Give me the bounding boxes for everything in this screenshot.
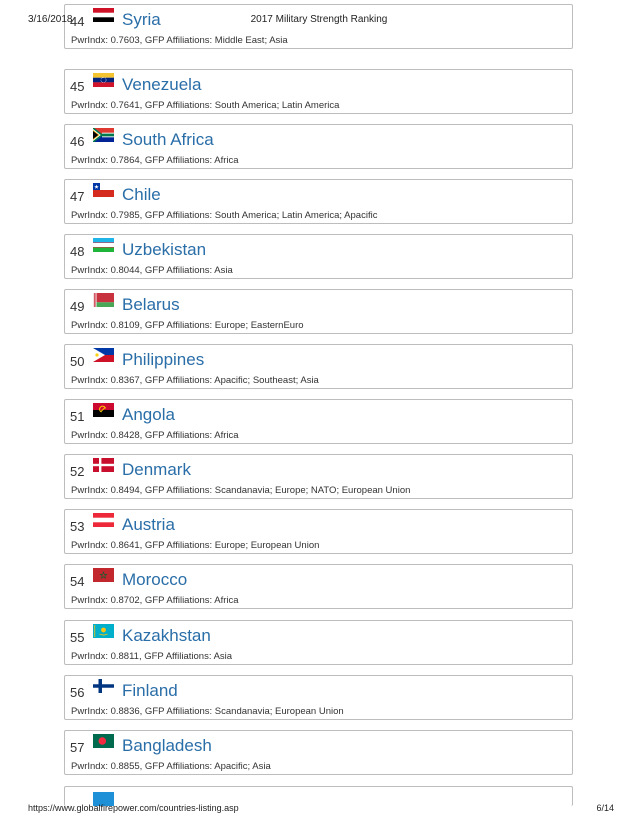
country-rank: 49 bbox=[70, 299, 85, 314]
country-card[interactable] bbox=[64, 730, 573, 775]
flag-denmark-icon bbox=[93, 458, 114, 472]
flag-bangladesh-icon bbox=[93, 734, 114, 748]
country-info: PwrIndx: 0.8702, GFP Affiliations: Africa bbox=[71, 595, 239, 606]
country-card[interactable] bbox=[64, 454, 573, 499]
country-rank: 57 bbox=[70, 740, 85, 755]
country-name-link[interactable]: Venezuela bbox=[122, 75, 202, 94]
flag-chile-icon bbox=[93, 183, 114, 197]
country-name-link[interactable]: Morocco bbox=[122, 570, 188, 589]
country-info: PwrIndx: 0.8811, GFP Affiliations: Asia bbox=[71, 651, 233, 662]
country-rank: 56 bbox=[70, 685, 85, 700]
source-url: https://www.globalfirepower.com/countries-listing.asp bbox=[28, 803, 239, 813]
country-info: PwrIndx: 0.8428, GFP Affiliations: Africa bbox=[71, 430, 239, 441]
country-name-link[interactable]: Uzbekistan bbox=[122, 240, 207, 259]
country-info: PwrIndx: 0.8836, GFP Affiliations: Scandanavia; European Union bbox=[71, 706, 344, 717]
country-rank: 51 bbox=[70, 409, 85, 424]
country-info: PwrIndx: 0.7603, GFP Affiliations: Middle East; Asia bbox=[71, 35, 288, 46]
country-info: PwrIndx: 0.8641, GFP Affiliations: Europe; European Union bbox=[71, 540, 320, 551]
country-name-link[interactable]: Austria bbox=[122, 515, 175, 534]
country-info: PwrIndx: 0.7641, GFP Affiliations: South America; Latin America bbox=[71, 100, 340, 111]
country-card[interactable] bbox=[64, 179, 573, 224]
flag-venezuela-icon bbox=[93, 73, 114, 87]
country-card[interactable] bbox=[64, 289, 573, 334]
country-info: PwrIndx: 0.8109, GFP Affiliations: Europe; EasternEuro bbox=[71, 320, 304, 331]
country-info: PwrIndx: 0.7985, GFP Affiliations: South America; Latin America; Apacific bbox=[71, 210, 378, 221]
country-rank: 44 bbox=[70, 14, 85, 29]
country-name-link[interactable]: South Africa bbox=[122, 130, 214, 149]
country-name-link[interactable]: Syria bbox=[122, 10, 161, 29]
country-info: PwrIndx: 0.8494, GFP Affiliations: Scandanavia; Europe; NATO; European Union bbox=[71, 485, 411, 496]
country-card[interactable] bbox=[64, 620, 573, 665]
flag-belarus-icon bbox=[93, 293, 114, 307]
country-name-link[interactable]: Finland bbox=[122, 681, 178, 700]
country-card[interactable] bbox=[64, 124, 573, 169]
country-rank: 48 bbox=[70, 244, 85, 259]
country-name-link[interactable]: Denmark bbox=[122, 460, 191, 479]
country-rank: 53 bbox=[70, 519, 85, 534]
country-rank: 45 bbox=[70, 79, 85, 94]
country-rank: 54 bbox=[70, 574, 85, 589]
flag-angola-icon bbox=[93, 403, 114, 417]
country-card[interactable] bbox=[64, 69, 573, 114]
country-card[interactable] bbox=[64, 564, 573, 609]
flag-kazakhstan-icon bbox=[93, 624, 114, 638]
country-rank: 55 bbox=[70, 630, 85, 645]
country-rank: 52 bbox=[70, 464, 85, 479]
country-name-link[interactable]: Chile bbox=[122, 185, 161, 204]
print-date: 3/16/2018 bbox=[28, 14, 73, 25]
country-name-link[interactable]: Bangladesh bbox=[122, 736, 212, 755]
country-rank: 47 bbox=[70, 189, 85, 204]
country-name-link[interactable]: Philippines bbox=[122, 350, 205, 369]
flag-finland-icon bbox=[93, 679, 114, 693]
country-card[interactable] bbox=[64, 675, 573, 720]
page-number: 6/14 bbox=[596, 803, 614, 813]
country-rank: 50 bbox=[70, 354, 85, 369]
document-title: 2017 Military Strength Ranking bbox=[250, 14, 388, 25]
country-card[interactable] bbox=[64, 4, 573, 49]
flag-uzbekistan-icon bbox=[93, 238, 114, 252]
country-info: PwrIndx: 0.8044, GFP Affiliations: Asia bbox=[71, 265, 233, 276]
flag-austria-icon bbox=[93, 513, 114, 527]
country-info: PwrIndx: 0.7864, GFP Affiliations: Africa bbox=[71, 155, 239, 166]
flag-philippines-icon bbox=[93, 348, 114, 362]
flag-morocco-icon bbox=[93, 568, 114, 582]
flag-south-africa-icon bbox=[93, 128, 114, 142]
country-card[interactable] bbox=[64, 399, 573, 444]
country-card[interactable] bbox=[64, 344, 573, 389]
country-card[interactable] bbox=[64, 509, 573, 554]
country-rank: 46 bbox=[70, 134, 85, 149]
country-name-link[interactable]: Kazakhstan bbox=[122, 626, 211, 645]
country-card[interactable] bbox=[64, 234, 573, 279]
country-info: PwrIndx: 0.8367, GFP Affiliations: Apacific; Southeast; Asia bbox=[71, 375, 319, 386]
country-info: PwrIndx: 0.8855, GFP Affiliations: Apacific; Asia bbox=[71, 761, 271, 772]
country-name-link[interactable]: Angola bbox=[122, 405, 175, 424]
country-name-link[interactable]: Belarus bbox=[122, 295, 180, 314]
